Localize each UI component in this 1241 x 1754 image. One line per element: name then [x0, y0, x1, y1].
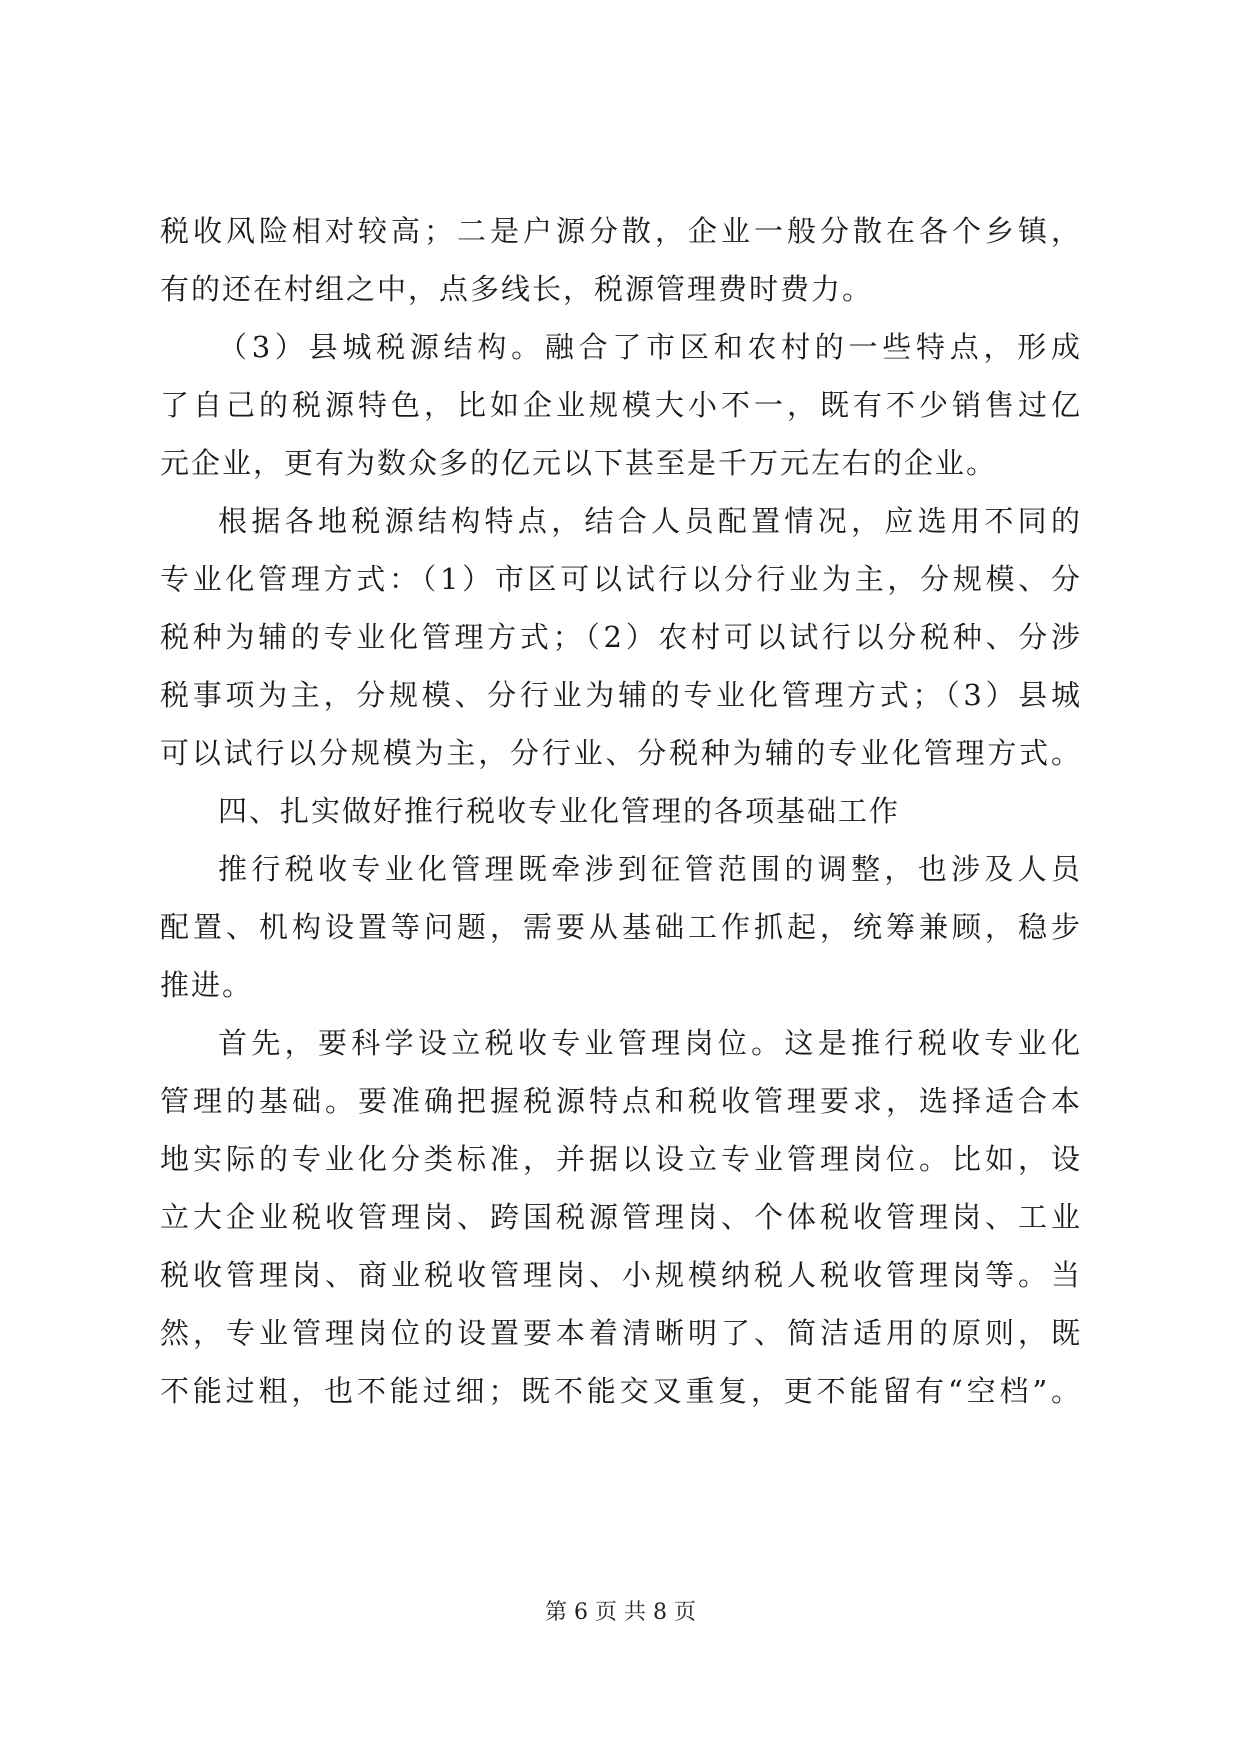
body-line: 税收管理岗、商业税收管理岗、小规模纳税人税收管理岗等。当: [160, 1258, 1080, 1292]
body-line: 了自己的税源特色，比如企业规模大小不一，既有不少销售过亿: [160, 388, 1080, 422]
body-line: 推进。: [160, 968, 254, 1002]
body-line: 地实际的专业化分类标准，并据以设立专业管理岗位。比如，设: [160, 1142, 1080, 1176]
body-line: 税种为辅的专业化管理方式；（2）农村可以试行以分税种、分涉: [160, 620, 1080, 654]
body-line: 可以试行以分规模为主，分行业、分税种为辅的专业化管理方式。: [160, 736, 1080, 770]
body-line: 元企业，更有为数众多的亿元以下甚至是千万元左右的企业。: [160, 446, 998, 480]
body-line: 不能过粗，也不能过细；既不能交叉重复，更不能留有“空档”。: [160, 1374, 1080, 1408]
body-line: 然，专业管理岗位的设置要本着清晰明了、简洁适用的原则，既: [160, 1316, 1080, 1350]
body-line: 管理的基础。要准确把握税源特点和税收管理要求，选择适合本: [160, 1084, 1080, 1118]
body-line: 根据各地税源结构特点，结合人员配置情况，应选用不同的: [218, 504, 1080, 538]
body-line: （3）县城税源结构。融合了市区和农村的一些特点，形成: [218, 330, 1080, 364]
body-line: 推行税收专业化管理既牵涉到征管范围的调整，也涉及人员: [218, 852, 1080, 886]
body-line: 有的还在村组之中，点多线长，税源管理费时费力。: [160, 272, 874, 306]
body-line: 税事项为主，分规模、分行业为辅的专业化管理方式；（3）县城: [160, 678, 1080, 712]
page-number: 第 6 页 共 8 页: [545, 1600, 696, 1625]
section-heading: 四、扎实做好推行税收专业化管理的各项基础工作: [218, 794, 901, 828]
body-line: 立大企业税收管理岗、跨国税源管理岗、个体税收管理岗、工业: [160, 1200, 1080, 1234]
body-line: 税收风险相对较高；二是户源分散，企业一般分散在各个乡镇，: [160, 214, 1080, 248]
body-line: 配置、机构设置等问题，需要从基础工作抓起，统筹兼顾，稳步: [160, 910, 1080, 944]
body-text: [160, 202, 1080, 1420]
page-footer: [0, 1598, 1241, 1628]
body-line: 首先，要科学设立税收专业管理岗位。这是推行税收专业化: [218, 1026, 1080, 1060]
body-line: 专业化管理方式：（1）市区可以试行以分行业为主，分规模、分: [160, 562, 1080, 596]
